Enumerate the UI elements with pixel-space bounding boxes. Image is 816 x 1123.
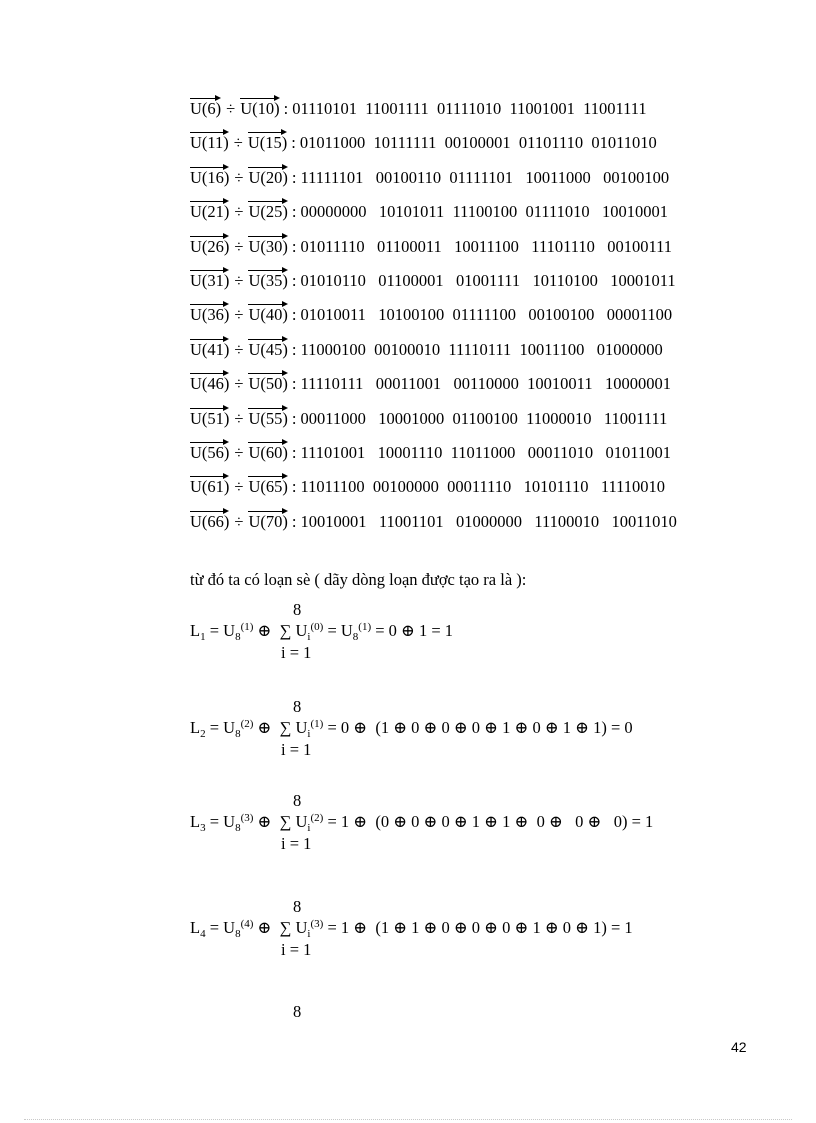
lhs-symbol: L [190,621,201,640]
vector-end: U(60) [248,440,287,466]
lhs-subscript: 3 [200,822,206,834]
vector-start: U(16) [190,165,229,191]
divide-operator: ÷ [234,511,244,531]
vector-start: U(26) [190,234,229,260]
divide-operator: ÷ [234,477,244,497]
vector-start: U(31) [190,268,229,294]
byte-values: 01110101 11001111 01111010 11001001 11001111 [292,99,647,118]
ui-subscript: i [307,928,311,940]
lhs-symbol: L [190,812,201,831]
lhs-symbol: L [190,918,201,937]
vector-start: U(66) [190,509,229,535]
divide-operator: ÷ [234,271,244,290]
lhs-subscript: 2 [200,728,206,740]
ui-subscript: i [307,728,311,740]
byte-values: 11111101 00100110 01111101 10011000 00100100 [300,167,670,187]
byte-values: 01011110 01100011 10011100 11101110 00100111 [300,236,673,256]
divide-operator: ÷ [226,99,236,118]
sum-upper-limit: 8 [293,791,302,810]
vector-end: U(30) [248,234,287,260]
separator: : [291,271,297,290]
divide-operator: ÷ [234,167,244,187]
u8-superscript: (2) [240,718,254,730]
ui-subscript: i [307,822,311,834]
vector-row [190,509,677,535]
ui-superscript: (0) [310,621,324,633]
sum-upper-limit: 8 [293,600,302,619]
u8-subscript: 8 [235,822,241,834]
vector-row [190,337,663,363]
equals-u-symbol: = U [205,812,236,831]
equation-line [190,621,453,643]
sum-lower-limit: i = 1 [281,834,312,853]
equation-line [190,918,633,940]
vector-end: U(55) [248,406,287,432]
vector-row [190,406,667,432]
equation-tail: = 1 ⊕ (1 ⊕ 1 ⊕ 0 ⊕ 0 ⊕ 0 ⊕ 1 ⊕ 0 ⊕ 1) = 1 [323,918,633,937]
vector-row [190,371,671,397]
vector-start: U(21) [190,199,229,225]
byte-values: 00011000 10001000 01100100 11000010 11001111 [300,408,668,428]
separator: : [291,305,297,325]
byte-values: 01010011 10100100 01111100 00100100 00001100 [300,305,673,325]
divide-operator: ÷ [234,305,244,325]
vector-row [190,96,647,122]
u8-subscript: 8 [235,928,241,940]
rhs-subscript: 8 [352,631,359,643]
vector-end: U(65) [248,474,287,500]
byte-values: 11101001 10001110 11011000 00011010 01011001 [300,443,671,462]
ui-subscript: i [307,631,311,643]
separator: : [291,133,296,153]
separator: : [291,477,297,497]
vector-end: U(35) [248,268,287,294]
byte-values: 00000000 10101011 11100100 01111010 10010001 [300,202,669,222]
divide-operator: ÷ [234,202,244,222]
vector-end: U(25) [248,199,287,225]
vector-row [190,302,672,328]
vector-row [190,234,672,260]
separator: : [291,511,297,531]
sum-upper-limit: 8 [293,897,302,916]
trailing-sum-upper-limit: 8 [293,1002,302,1021]
sum-lower-limit: i = 1 [281,643,312,662]
xor-sum-symbol: ⊕ ∑ U [253,918,308,937]
lhs-symbol: L [190,718,201,737]
separator: : [291,339,297,359]
vector-start: U(6) [190,96,221,122]
byte-values: 11011100 00100000 00011110 10101110 11110010 [300,477,665,497]
divide-operator: ÷ [234,408,244,428]
vector-start: U(56) [190,440,229,466]
u8-subscript: 8 [235,631,241,643]
u8-subscript: 8 [235,728,241,740]
sum-lower-limit: i = 1 [281,740,312,759]
equation-block [190,897,750,967]
vector-end: U(20) [248,165,287,191]
vector-end: U(70) [248,509,287,535]
vector-row [190,474,665,500]
separator: : [291,408,297,428]
equation-line [190,718,633,740]
byte-values: 01011000 10111111 00100001 01101110 01011010 [299,133,657,153]
page-number: 42 [731,1039,747,1055]
divide-operator: ÷ [234,443,244,462]
vector-start: U(61) [190,474,229,500]
equals-u-symbol: = U [205,918,236,937]
u8-superscript: (3) [240,812,254,824]
equation-tail: = 1 ⊕ (0 ⊕ 0 ⊕ 0 ⊕ 1 ⊕ 1 ⊕ 0 ⊕ 0 ⊕ 0) = 1 [323,812,654,831]
footer-divider [24,1119,792,1120]
vector-end: U(50) [248,371,287,397]
byte-values: 11110111 00011001 00110000 10010011 10000001 [300,374,671,394]
separator: : [291,374,297,394]
vector-start: U(36) [190,302,229,328]
rhs-symbol: = U [323,621,353,640]
divide-operator: ÷ [234,339,244,359]
vector-row [190,165,669,191]
vector-row [190,268,676,294]
byte-values: 10010001 11001101 01000000 11100010 10011010 [300,511,677,531]
equation-tail: = 0 ⊕ 1 = 1 [371,621,454,640]
vector-start: U(41) [190,337,229,363]
vector-end: U(45) [248,337,287,363]
sum-upper-limit: 8 [293,697,302,716]
equation-line [190,812,653,834]
equation-block [190,697,750,767]
ui-superscript: (2) [310,812,324,824]
u8-superscript: (4) [240,918,254,930]
xor-sum-symbol: ⊕ ∑ U [253,621,308,640]
divide-operator: ÷ [234,374,244,394]
lhs-subscript: 1 [200,631,206,643]
sum-lower-limit: i = 1 [281,940,312,959]
vector-row [190,440,671,466]
divide-operator: ÷ [234,236,244,256]
vector-start: U(11) [190,130,229,156]
vector-end: U(10) [240,96,279,122]
separator: : [291,167,297,187]
equals-u-symbol: = U [205,718,236,737]
vector-start: U(51) [190,406,229,432]
lhs-subscript: 4 [200,928,206,940]
equation-block [190,791,750,861]
vector-start: U(46) [190,371,229,397]
vector-row [190,130,657,156]
ui-superscript: (1) [310,718,324,730]
byte-values: 11000100 00100010 11110111 10011100 01000000 [300,339,663,359]
u8-superscript: (1) [240,621,254,633]
divide-operator: ÷ [233,133,243,153]
vector-end: U(15) [248,130,287,156]
byte-values: 01010110 01100001 01001111 10110100 10001011 [300,271,676,290]
equation-block [190,600,750,670]
xor-sum-symbol: ⊕ ∑ U [253,812,308,831]
intro-text: từ đó ta có loạn sè ( dãy dòng loạn được tạo ra là ): [190,570,527,589]
xor-sum-symbol: ⊕ ∑ U [253,718,308,737]
vector-end: U(40) [248,302,287,328]
ui-superscript: (3) [310,918,324,930]
equation-tail: = 0 ⊕ (1 ⊕ 0 ⊕ 0 ⊕ 0 ⊕ 1 ⊕ 0 ⊕ 1 ⊕ 1) = 0 [323,718,633,737]
equals-u-symbol: = U [205,621,236,640]
separator: : [291,236,297,256]
rhs-superscript: (1) [358,621,372,633]
separator: : [291,443,297,462]
vector-row [190,199,668,225]
separator: : [283,99,289,118]
separator: : [291,202,297,222]
